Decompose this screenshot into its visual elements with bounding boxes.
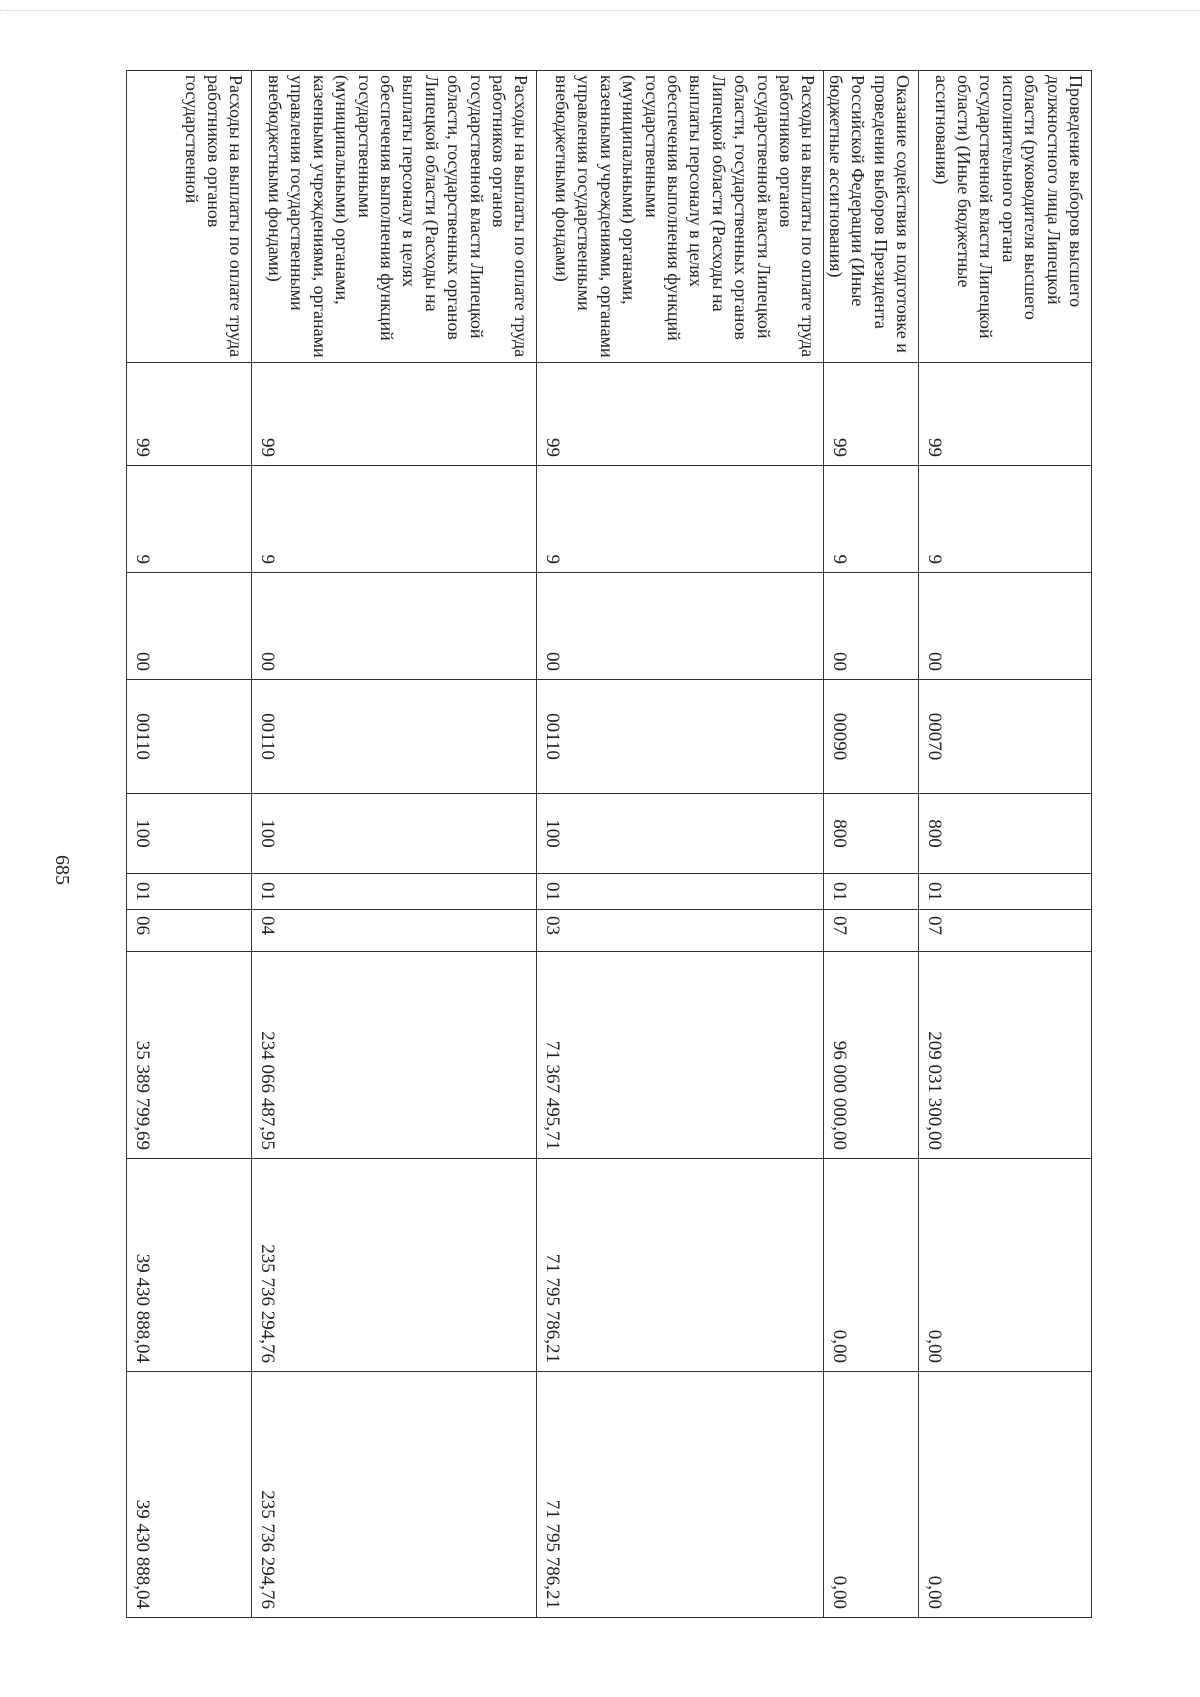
row-description: Расходы на выплаты по оплате труда работников органов государственной xyxy=(127,71,252,363)
row-description: Расходы на выплаты по оплате труда работников органов государственной власти Липецкой области, государственных органов Липецкой области (Расходы на выплаты персоналу в целях обеспечения выполнения функций государственными (муниципальными) органами, казенными учреждениями, органами управления государственными внебюджетными фондами) xyxy=(252,71,537,363)
direction-code: 00110 xyxy=(537,680,824,794)
budget-table xyxy=(126,70,1092,1618)
subsection-code: 07 xyxy=(824,910,919,952)
direction-code: 00110 xyxy=(252,680,537,794)
amount-approved: 39 430 888,04 xyxy=(127,1159,252,1372)
amount-executed: 235 736 294,76 xyxy=(252,1372,537,1618)
subprogram-code: 9 xyxy=(537,466,824,573)
section-code: 01 xyxy=(537,874,824,910)
table-row xyxy=(252,71,537,1618)
row-description: Оказание содействия в подготовке и проведении выборов Президента Российской Федерации (Иные бюджетные ассигнования) xyxy=(824,71,919,363)
amount-executed: 0,00 xyxy=(824,1372,919,1618)
program-code: 99 xyxy=(537,363,824,466)
page-number: 685 xyxy=(51,855,73,885)
program-code: 99 xyxy=(824,363,919,466)
program-code: 99 xyxy=(919,363,1092,466)
table-row xyxy=(537,71,824,1618)
program-code: 99 xyxy=(127,363,252,466)
page-top-edge xyxy=(0,10,1200,11)
amount-plan: 234 066 487,95 xyxy=(252,952,537,1159)
section-code: 01 xyxy=(824,874,919,910)
section-code: 01 xyxy=(252,874,537,910)
expense-type-code: 100 xyxy=(127,794,252,874)
subprogram-code: 9 xyxy=(252,466,537,573)
main-event-code: 00 xyxy=(127,573,252,680)
amount-plan: 96 000 000,00 xyxy=(824,952,919,1159)
subprogram-code: 9 xyxy=(127,466,252,573)
expense-type-code: 100 xyxy=(537,794,824,874)
expense-type-code: 800 xyxy=(919,794,1092,874)
section-code: 01 xyxy=(919,874,1092,910)
table-row xyxy=(919,71,1092,1618)
amount-plan: 35 389 799,69 xyxy=(127,952,252,1159)
amount-approved: 0,00 xyxy=(824,1159,919,1372)
amount-approved: 0,00 xyxy=(919,1159,1092,1372)
subsection-code: 06 xyxy=(127,910,252,952)
program-code: 99 xyxy=(252,363,537,466)
table-row xyxy=(127,71,252,1618)
main-event-code: 00 xyxy=(824,573,919,680)
amount-plan: 71 367 495,71 xyxy=(537,952,824,1159)
direction-code: 00090 xyxy=(824,680,919,794)
direction-code: 00070 xyxy=(919,680,1092,794)
main-event-code: 00 xyxy=(537,573,824,680)
expense-type-code: 800 xyxy=(824,794,919,874)
direction-code: 00110 xyxy=(127,680,252,794)
row-description: Проведение выборов высшего должностного лица Липецкой области (руководителя высшего исполнительного органа государственной власти Липецкой области) (Иные бюджетные ассигнования) xyxy=(919,71,1092,363)
amount-approved: 71 795 786,21 xyxy=(537,1159,824,1372)
table-row xyxy=(824,71,919,1618)
amount-executed: 71 795 786,21 xyxy=(537,1372,824,1618)
main-event-code: 00 xyxy=(919,573,1092,680)
subprogram-code: 9 xyxy=(824,466,919,573)
rotated-table-container xyxy=(128,70,1092,1617)
subsection-code: 04 xyxy=(252,910,537,952)
section-code: 01 xyxy=(127,874,252,910)
subsection-code: 07 xyxy=(919,910,1092,952)
amount-executed: 39 430 888,04 xyxy=(127,1372,252,1618)
row-description: Расходы на выплаты по оплате труда работников органов государственной власти Липецкой области, государственных органов Липецкой области (Расходы на выплаты персоналу в целях обеспечения выполнения функций государственными (муниципальными) органами, казенными учреждениями, органами управления государственными внебюджетными фондами) xyxy=(537,71,824,363)
amount-executed: 0,00 xyxy=(919,1372,1092,1618)
expense-type-code: 100 xyxy=(252,794,537,874)
main-event-code: 00 xyxy=(252,573,537,680)
subsection-code: 03 xyxy=(537,910,824,952)
amount-plan: 209 031 300,00 xyxy=(919,952,1092,1159)
amount-approved: 235 736 294,76 xyxy=(252,1159,537,1372)
subprogram-code: 9 xyxy=(919,466,1092,573)
